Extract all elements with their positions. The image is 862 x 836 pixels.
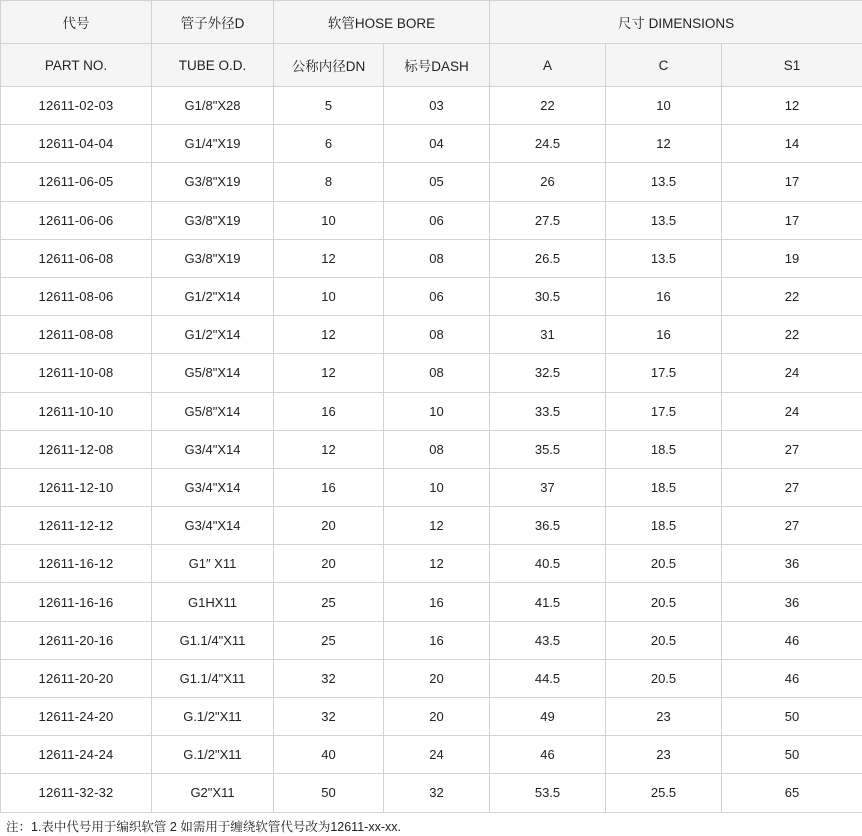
header-part-no-group: 代号 bbox=[1, 1, 152, 44]
table-row bbox=[1, 468, 862, 506]
cell-tube-od: G1″ X11 bbox=[152, 545, 274, 583]
table-row bbox=[1, 354, 862, 392]
cell-part-no: 12611-20-16 bbox=[1, 621, 152, 659]
header-dn: 公称内径DN bbox=[274, 44, 384, 87]
cell-tube-od: G3/8"X19 bbox=[152, 201, 274, 239]
header-row-sub bbox=[1, 44, 862, 87]
cell-dim-a: 31 bbox=[490, 316, 606, 354]
cell-dim-c: 25.5 bbox=[606, 774, 722, 812]
cell-dn: 5 bbox=[274, 87, 384, 125]
cell-tube-od: G3/4"X14 bbox=[152, 468, 274, 506]
header-dim-c: C bbox=[606, 44, 722, 87]
cell-dim-s1: 27 bbox=[722, 507, 862, 545]
cell-dim-s1: 46 bbox=[722, 621, 862, 659]
table-row bbox=[1, 698, 862, 736]
cell-part-no: 12611-06-05 bbox=[1, 163, 152, 201]
cell-dash: 32 bbox=[384, 774, 490, 812]
table-row bbox=[1, 659, 862, 697]
cell-dim-a: 40.5 bbox=[490, 545, 606, 583]
table-row bbox=[1, 316, 862, 354]
cell-dn: 20 bbox=[274, 507, 384, 545]
cell-dn: 12 bbox=[274, 430, 384, 468]
table-row bbox=[1, 87, 862, 125]
cell-dim-c: 20.5 bbox=[606, 659, 722, 697]
cell-part-no: 12611-06-08 bbox=[1, 239, 152, 277]
table-body bbox=[1, 87, 862, 813]
table-footnote: 注：1.表中代号用于编织软管 2 如需用于缠绕软管代号改为12611-xx-xx. bbox=[0, 813, 862, 836]
cell-part-no: 12611-12-08 bbox=[1, 430, 152, 468]
cell-dash: 06 bbox=[384, 277, 490, 315]
cell-dim-s1: 27 bbox=[722, 430, 862, 468]
cell-dim-a: 33.5 bbox=[490, 392, 606, 430]
header-part-no: PART NO. bbox=[1, 44, 152, 87]
cell-part-no: 12611-32-32 bbox=[1, 774, 152, 812]
cell-part-no: 12611-02-03 bbox=[1, 87, 152, 125]
cell-dim-s1: 65 bbox=[722, 774, 862, 812]
cell-tube-od: G1/2"X14 bbox=[152, 277, 274, 315]
cell-dn: 10 bbox=[274, 201, 384, 239]
cell-dash: 08 bbox=[384, 354, 490, 392]
cell-part-no: 12611-12-12 bbox=[1, 507, 152, 545]
header-dimensions-group: 尺寸 DIMENSIONS bbox=[490, 1, 862, 44]
cell-tube-od: G2"X11 bbox=[152, 774, 274, 812]
cell-dn: 50 bbox=[274, 774, 384, 812]
cell-tube-od: G.1/2"X11 bbox=[152, 736, 274, 774]
cell-dim-s1: 22 bbox=[722, 277, 862, 315]
cell-part-no: 12611-16-16 bbox=[1, 583, 152, 621]
cell-tube-od: G1HX11 bbox=[152, 583, 274, 621]
cell-dash: 06 bbox=[384, 201, 490, 239]
cell-dim-a: 35.5 bbox=[490, 430, 606, 468]
cell-dim-c: 16 bbox=[606, 316, 722, 354]
table-row bbox=[1, 736, 862, 774]
cell-tube-od: G3/8"X19 bbox=[152, 239, 274, 277]
cell-dim-c: 18.5 bbox=[606, 430, 722, 468]
cell-dn: 12 bbox=[274, 239, 384, 277]
cell-dim-s1: 36 bbox=[722, 545, 862, 583]
header-dim-a: A bbox=[490, 44, 606, 87]
cell-dim-s1: 36 bbox=[722, 583, 862, 621]
cell-dash: 20 bbox=[384, 698, 490, 736]
cell-part-no: 12611-12-10 bbox=[1, 468, 152, 506]
cell-dash: 08 bbox=[384, 239, 490, 277]
table-row bbox=[1, 621, 862, 659]
cell-dim-c: 20.5 bbox=[606, 545, 722, 583]
cell-dash: 24 bbox=[384, 736, 490, 774]
cell-dim-c: 23 bbox=[606, 736, 722, 774]
cell-part-no: 12611-24-20 bbox=[1, 698, 152, 736]
cell-dim-s1: 19 bbox=[722, 239, 862, 277]
cell-dim-a: 53.5 bbox=[490, 774, 606, 812]
cell-dim-a: 43.5 bbox=[490, 621, 606, 659]
cell-dim-s1: 22 bbox=[722, 316, 862, 354]
cell-dash: 03 bbox=[384, 87, 490, 125]
cell-dash: 16 bbox=[384, 621, 490, 659]
cell-dim-c: 18.5 bbox=[606, 468, 722, 506]
cell-dn: 32 bbox=[274, 659, 384, 697]
cell-dim-a: 22 bbox=[490, 87, 606, 125]
cell-dim-c: 18.5 bbox=[606, 507, 722, 545]
cell-dash: 16 bbox=[384, 583, 490, 621]
cell-dim-c: 10 bbox=[606, 87, 722, 125]
cell-dash: 12 bbox=[384, 507, 490, 545]
cell-dim-a: 37 bbox=[490, 468, 606, 506]
cell-tube-od: G1/4"X19 bbox=[152, 125, 274, 163]
cell-dim-c: 16 bbox=[606, 277, 722, 315]
cell-part-no: 12611-16-12 bbox=[1, 545, 152, 583]
cell-dn: 6 bbox=[274, 125, 384, 163]
cell-dim-c: 23 bbox=[606, 698, 722, 736]
header-tube-od-group: 管子外径D bbox=[152, 1, 274, 44]
cell-dim-s1: 27 bbox=[722, 468, 862, 506]
cell-dash: 12 bbox=[384, 545, 490, 583]
cell-dash: 08 bbox=[384, 316, 490, 354]
cell-part-no: 12611-10-08 bbox=[1, 354, 152, 392]
cell-part-no: 12611-08-08 bbox=[1, 316, 152, 354]
cell-part-no: 12611-08-06 bbox=[1, 277, 152, 315]
cell-dash: 08 bbox=[384, 430, 490, 468]
table-row bbox=[1, 583, 862, 621]
cell-dim-a: 24.5 bbox=[490, 125, 606, 163]
table-row bbox=[1, 545, 862, 583]
cell-dim-c: 20.5 bbox=[606, 583, 722, 621]
cell-dn: 10 bbox=[274, 277, 384, 315]
cell-dim-a: 27.5 bbox=[490, 201, 606, 239]
cell-dn: 25 bbox=[274, 621, 384, 659]
cell-part-no: 12611-06-06 bbox=[1, 201, 152, 239]
cell-tube-od: G5/8"X14 bbox=[152, 392, 274, 430]
cell-dim-s1: 12 bbox=[722, 87, 862, 125]
table-row bbox=[1, 430, 862, 468]
cell-dim-a: 49 bbox=[490, 698, 606, 736]
cell-part-no: 12611-20-20 bbox=[1, 659, 152, 697]
cell-dim-c: 20.5 bbox=[606, 621, 722, 659]
header-dash: 标号DASH bbox=[384, 44, 490, 87]
cell-dash: 20 bbox=[384, 659, 490, 697]
cell-dim-a: 26 bbox=[490, 163, 606, 201]
cell-dim-c: 17.5 bbox=[606, 392, 722, 430]
cell-dim-c: 17.5 bbox=[606, 354, 722, 392]
cell-part-no: 12611-10-10 bbox=[1, 392, 152, 430]
table-row bbox=[1, 277, 862, 315]
cell-dim-a: 44.5 bbox=[490, 659, 606, 697]
cell-tube-od: G1/8"X28 bbox=[152, 87, 274, 125]
cell-dn: 32 bbox=[274, 698, 384, 736]
cell-tube-od: G3/4"X14 bbox=[152, 430, 274, 468]
cell-dim-a: 41.5 bbox=[490, 583, 606, 621]
cell-dim-s1: 24 bbox=[722, 354, 862, 392]
header-row-group bbox=[1, 1, 862, 44]
cell-tube-od: G3/8"X19 bbox=[152, 163, 274, 201]
header-hose-bore-group: 软管HOSE BORE bbox=[274, 1, 490, 44]
table-row bbox=[1, 125, 862, 163]
cell-dn: 8 bbox=[274, 163, 384, 201]
cell-part-no: 12611-04-04 bbox=[1, 125, 152, 163]
cell-tube-od: G1.1/4"X11 bbox=[152, 659, 274, 697]
cell-dn: 12 bbox=[274, 354, 384, 392]
cell-dim-a: 36.5 bbox=[490, 507, 606, 545]
cell-dim-s1: 46 bbox=[722, 659, 862, 697]
cell-dash: 04 bbox=[384, 125, 490, 163]
cell-tube-od: G1.1/4"X11 bbox=[152, 621, 274, 659]
header-dim-s1: S1 bbox=[722, 44, 862, 87]
cell-dim-s1: 50 bbox=[722, 698, 862, 736]
cell-dim-c: 13.5 bbox=[606, 163, 722, 201]
cell-part-no: 12611-24-24 bbox=[1, 736, 152, 774]
cell-dim-s1: 50 bbox=[722, 736, 862, 774]
header-tube-od: TUBE O.D. bbox=[152, 44, 274, 87]
cell-dim-s1: 14 bbox=[722, 125, 862, 163]
cell-dim-s1: 17 bbox=[722, 201, 862, 239]
cell-tube-od: G5/8"X14 bbox=[152, 354, 274, 392]
table-row bbox=[1, 239, 862, 277]
cell-dim-s1: 17 bbox=[722, 163, 862, 201]
cell-dash: 10 bbox=[384, 468, 490, 506]
cell-dim-c: 13.5 bbox=[606, 201, 722, 239]
table-row bbox=[1, 201, 862, 239]
table-row bbox=[1, 163, 862, 201]
cell-tube-od: G3/4"X14 bbox=[152, 507, 274, 545]
table-row bbox=[1, 392, 862, 430]
cell-dim-a: 46 bbox=[490, 736, 606, 774]
cell-dim-c: 12 bbox=[606, 125, 722, 163]
cell-dn: 12 bbox=[274, 316, 384, 354]
cell-dash: 05 bbox=[384, 163, 490, 201]
cell-dn: 16 bbox=[274, 392, 384, 430]
cell-dash: 10 bbox=[384, 392, 490, 430]
cell-tube-od: G.1/2"X11 bbox=[152, 698, 274, 736]
table-row bbox=[1, 507, 862, 545]
cell-dim-c: 13.5 bbox=[606, 239, 722, 277]
cell-dn: 16 bbox=[274, 468, 384, 506]
cell-dn: 20 bbox=[274, 545, 384, 583]
table-header bbox=[1, 1, 862, 87]
cell-dim-s1: 24 bbox=[722, 392, 862, 430]
cell-dim-a: 32.5 bbox=[490, 354, 606, 392]
cell-dn: 40 bbox=[274, 736, 384, 774]
table-row bbox=[1, 774, 862, 812]
cell-dim-a: 26.5 bbox=[490, 239, 606, 277]
cell-tube-od: G1/2"X14 bbox=[152, 316, 274, 354]
cell-dim-a: 30.5 bbox=[490, 277, 606, 315]
cell-dn: 25 bbox=[274, 583, 384, 621]
